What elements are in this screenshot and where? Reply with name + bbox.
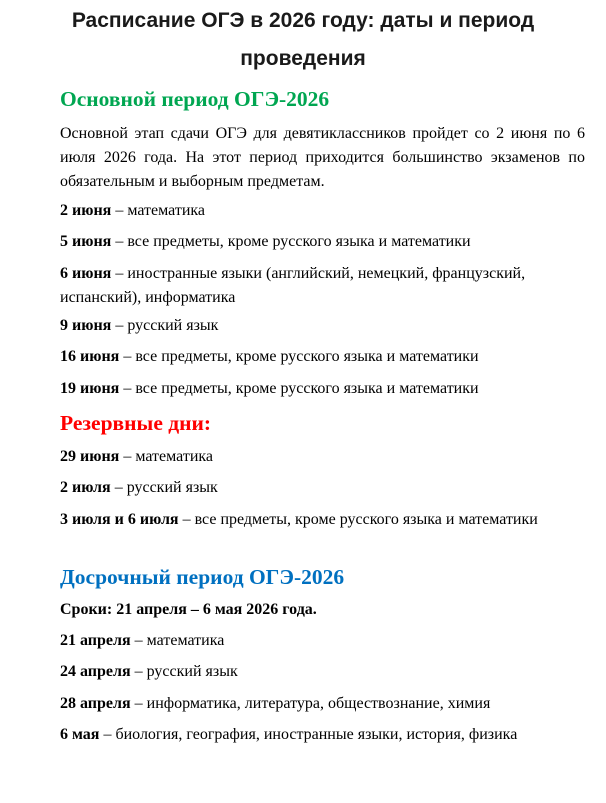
item-text: – все предметы, кроме русского языка и математики bbox=[119, 380, 479, 397]
item-date: 28 апреля bbox=[60, 695, 131, 712]
list-item bbox=[60, 316, 583, 336]
item-date: 24 апреля bbox=[60, 663, 131, 680]
item-date: 29 июня bbox=[60, 448, 120, 465]
item-date: 2 июня bbox=[60, 202, 112, 219]
item-date: 21 апреля bbox=[60, 632, 131, 649]
early-period-heading: Досрочный период ОГЭ-2026 bbox=[60, 565, 345, 589]
item-date: 16 июня bbox=[60, 348, 120, 365]
item-text: – математика bbox=[111, 202, 206, 219]
list-item bbox=[60, 447, 583, 467]
list-item bbox=[60, 694, 583, 714]
item-text: – биология, география, иностранные языки, история, физика bbox=[99, 726, 518, 743]
item-date: 9 июня bbox=[60, 317, 112, 334]
item-text: – математика bbox=[130, 632, 225, 649]
item-date: 6 июня bbox=[60, 265, 112, 282]
list-item bbox=[60, 478, 583, 498]
item-date: 3 июля и 6 июля bbox=[60, 511, 179, 528]
main-period-intro: Основной этап сдачи ОГЭ для девятиклассников пройдет со 2 июня по 6 июля 2026 года. На этот период приходится большинство экзаменов по обязательным и выборным предметам. bbox=[60, 125, 585, 190]
item-date: 2 июля bbox=[60, 479, 111, 496]
list-item bbox=[60, 725, 583, 745]
list-item bbox=[60, 631, 583, 651]
list-item bbox=[60, 379, 583, 399]
item-text: – русский язык bbox=[111, 317, 219, 334]
page-title: Расписание ОГЭ в 2026 году: даты и период проведения bbox=[71, 9, 535, 70]
list-item bbox=[60, 347, 583, 367]
main-period-heading: Основной период ОГЭ-2026 bbox=[60, 87, 330, 111]
item-text: – русский язык bbox=[130, 663, 238, 680]
item-date: 6 мая bbox=[60, 726, 100, 743]
reserve-days-heading: Резервные дни: bbox=[60, 411, 212, 435]
list-item bbox=[60, 662, 583, 682]
item-text: – математика bbox=[119, 448, 214, 465]
list-item bbox=[60, 232, 583, 252]
list-item bbox=[60, 262, 583, 310]
early-period-terms bbox=[60, 600, 583, 620]
item-text: – информатика, литература, обществознание, химия bbox=[130, 695, 491, 712]
item-text: – все предметы, кроме русского языка и математики bbox=[111, 233, 471, 250]
item-date: 19 июня bbox=[60, 380, 120, 397]
list-item bbox=[60, 201, 583, 221]
item-text: – все предметы, кроме русского языка и математики bbox=[178, 511, 538, 528]
item-text: – все предметы, кроме русского языка и математики bbox=[119, 348, 479, 365]
item-date: 5 июня bbox=[60, 233, 112, 250]
item-text: – русский язык bbox=[110, 479, 218, 496]
item-text: – иностранные языки (английский, немецкий, французский, испанский), информатика bbox=[60, 265, 526, 306]
terms-text: Сроки: 21 апреля – 6 мая 2026 года. bbox=[60, 601, 317, 618]
list-item bbox=[60, 508, 583, 532]
